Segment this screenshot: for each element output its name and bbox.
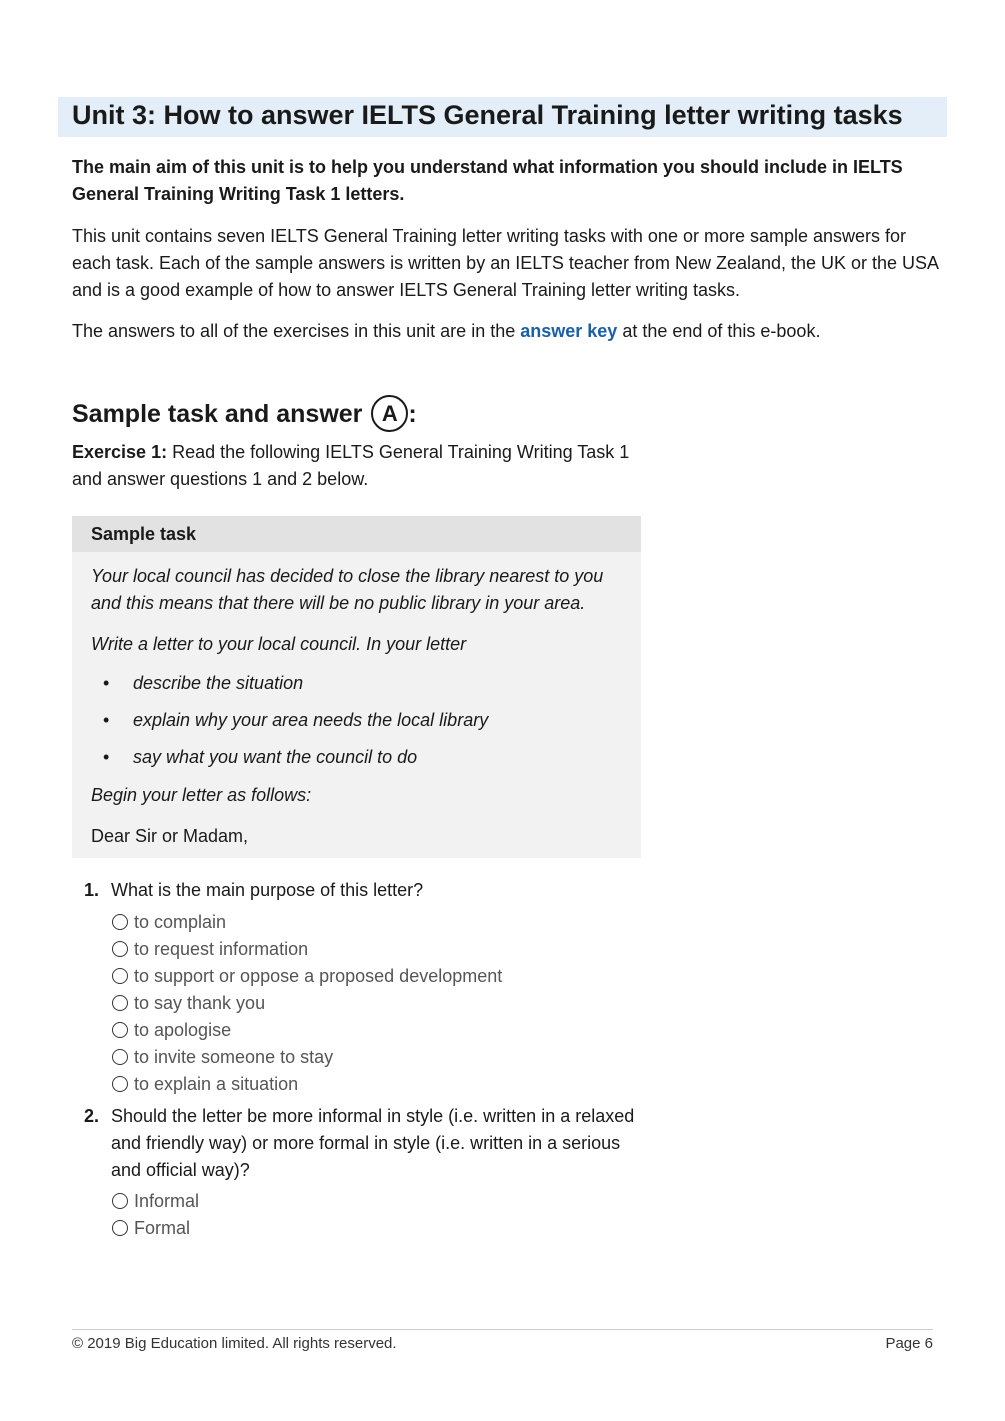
question-number: 1. (84, 880, 100, 900)
radio-option-label: Formal (134, 1218, 191, 1238)
bullet-icon: • (103, 673, 110, 693)
radio-option-label: to say thank you (134, 993, 266, 1013)
radio-option[interactable] (112, 1071, 298, 1098)
sample-task-box (72, 516, 641, 858)
unit-title-bar (58, 97, 947, 137)
radio-option[interactable] (112, 990, 265, 1017)
task-salutation: Dear Sir or Madam, (91, 826, 249, 846)
radio-circle-icon[interactable] (112, 941, 128, 957)
question-number: 2. (84, 1106, 100, 1126)
exercise-label: Exercise 1: (72, 442, 168, 462)
answer-key-before: The answers to all of the exercises in this unit are in the (72, 321, 521, 341)
radio-circle-icon[interactable] (112, 1076, 128, 1092)
radio-circle-icon[interactable] (112, 1049, 128, 1065)
task-paragraph-2: Write a letter to your local council. In your letter (91, 634, 467, 654)
task-bullet (103, 744, 417, 771)
intro-paragraph: This unit contains seven IELTS General Training letter writing tasks with one or more sample answers for each task. Each of the sample answers is written by an IELTS teacher from New Zealand, the UK or the USA and is a good example of how to answer IELTS General Training letter writing tasks. (72, 226, 939, 300)
radio-option-label: to complain (134, 912, 227, 932)
bullet-icon: • (103, 747, 110, 767)
question-text: Should the letter be more informal in style (i.e. written in a relaxed and friendly way) or more formal in style (i.e. written in a serious and official way)? (111, 1106, 635, 1180)
circled-a-badge: A (371, 395, 408, 432)
radio-option-label: to apologise (134, 1020, 232, 1040)
radio-circle-icon[interactable] (112, 968, 128, 984)
radio-option-label: to support or oppose a proposed development (134, 966, 503, 986)
radio-circle-icon[interactable] (112, 914, 128, 930)
radio-option[interactable] (112, 1188, 199, 1215)
task-paragraph-3: Begin your letter as follows: (91, 785, 312, 805)
exercise-instruction (72, 439, 642, 493)
section-heading (72, 396, 417, 434)
task-bullet-text: say what you want the council to do (133, 747, 418, 767)
section-heading-colon: : (408, 400, 417, 428)
radio-option[interactable] (112, 1215, 190, 1242)
task-bullet (103, 707, 488, 734)
lead-paragraph: The main aim of this unit is to help you understand what information you should include in IELTS General Training Writing Task 1 letters. (72, 157, 903, 204)
task-bullet-text: explain why your area needs the local library (133, 710, 489, 730)
radio-option[interactable] (112, 936, 308, 963)
section-heading-text: Sample task and answer (72, 400, 370, 428)
question-2 (84, 1103, 644, 1184)
radio-option-label: Informal (134, 1191, 200, 1211)
radio-option-label: to invite someone to stay (134, 1047, 334, 1067)
footer-copyright: © 2019 Big Education limited. All rights reserved. (72, 1335, 397, 1352)
task-paragraph-1: Your local council has decided to close the library nearest to you and this means that there will be no public library in your area. (91, 566, 604, 613)
unit-title: Unit 3: How to answer IELTS General Training letter writing tasks (72, 100, 903, 130)
radio-option[interactable] (112, 1044, 333, 1071)
sample-task-header: Sample task (72, 516, 641, 552)
radio-option[interactable] (112, 1017, 231, 1044)
question-1 (84, 877, 423, 904)
footer-page-number: Page 6 (885, 1335, 933, 1352)
radio-option-label: to explain a situation (134, 1074, 299, 1094)
task-bullet-text: describe the situation (133, 673, 304, 693)
radio-circle-icon[interactable] (112, 1022, 128, 1038)
radio-circle-icon[interactable] (112, 1220, 128, 1236)
answer-key-link[interactable]: answer key (520, 321, 618, 341)
radio-circle-icon[interactable] (112, 995, 128, 1011)
footer-divider (72, 1329, 933, 1330)
radio-option[interactable] (112, 963, 502, 990)
answer-key-after: at the end of this e-book. (617, 321, 821, 341)
question-text: What is the main purpose of this letter? (111, 880, 424, 900)
task-bullet (103, 670, 303, 697)
radio-option-label: to request information (134, 939, 309, 959)
radio-option[interactable] (112, 909, 226, 936)
exercise-text: Read the following IELTS General Training Writing Task 1 and answer questions 1 and 2 below. (72, 442, 630, 489)
answer-key-paragraph (72, 318, 942, 345)
bullet-icon: • (103, 710, 110, 730)
radio-circle-icon[interactable] (112, 1193, 128, 1209)
